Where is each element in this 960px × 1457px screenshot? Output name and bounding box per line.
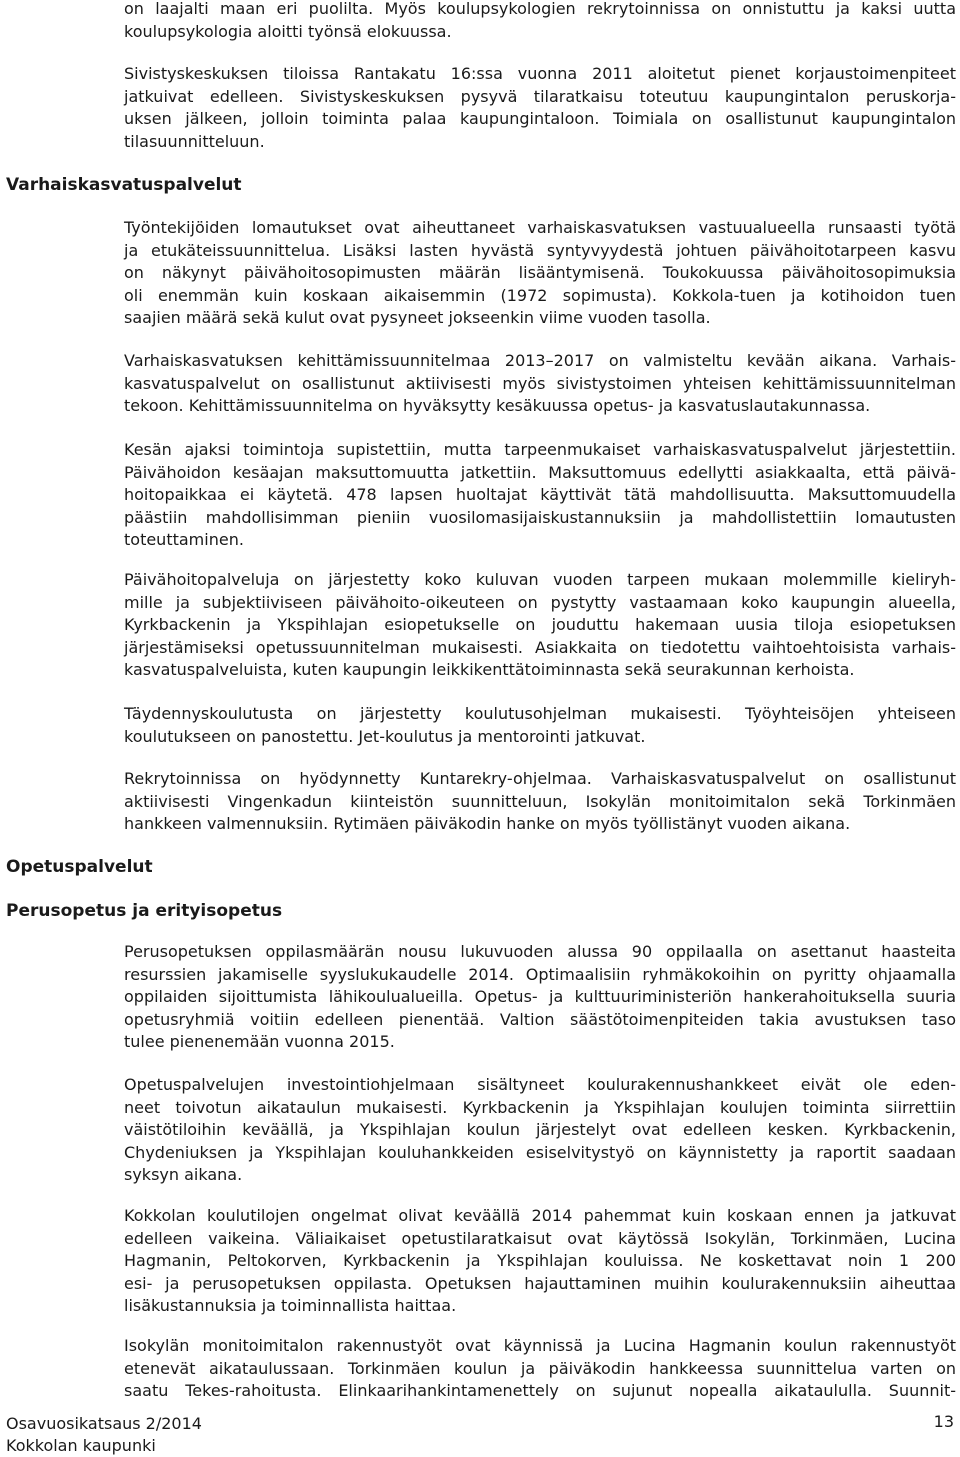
paragraph-line: ja etukäteissuunnittelua. Lisäksi lasten hyvästä syntyvyydestä johtuen päivähoitotarpeen kasvu (124, 240, 956, 260)
paragraph-line: saatu Tekes-rahoitusta. Elinkaarihankintamenettely on sujunut nopealla aikataululla. Suunnit- (124, 1381, 956, 1400)
heading-opetuspalvelut: Opetuspalvelut (6, 857, 153, 877)
paragraph-line: Sivistyskeskuksen tiloissa Rantakatu 16:ssa vuonna 2011 aloitetut pienet korjaustoimenpiteet (124, 64, 956, 83)
paragraph-line: Chydeniuksen ja Ykspihlajan kouluhankkeiden esiselvitystyö on käynnistetty ja raportit saadaan (124, 1142, 956, 1162)
paragraph (124, 1074, 956, 1187)
paragraph-line: Kokkolan koulutilojen ongelmat olivat keväällä 2014 pahemmat kuin koskaan ennen ja jatkuvat (124, 1206, 956, 1225)
paragraph (124, 0, 956, 43)
paragraph-line: esi- ja perusopetuksen oppilasta. Opetuksen hajauttaminen muihin koulurakennuksiin aiheuttaa (124, 1273, 956, 1293)
paragraph-line: oli enemmän kuin koskaan aikaisemmin (1972 sopimusta). Kokkola-tuen ja kotihoidon tuen (124, 285, 956, 305)
paragraph-line: Täydennyskoulutusta on järjestetty koulutusohjelman mukaisesti. Työyhteisöjen yhteiseen (124, 704, 956, 723)
paragraph-line: oppilaiden sijoittumista lähikoulualueilla. Opetus- ja kulttuuriministeriön hankerahoituksella suuria (124, 987, 956, 1006)
paragraph (124, 569, 956, 682)
paragraph-line: Hagmanin, Peltokorven, Kyrkbackenin ja Ykspihlajan kouluissa. Ne koskettavat noin 1 200 (124, 1251, 956, 1270)
paragraph-line: edelleen vaikeina. Väliaikaiset opetustilaratkaisut ovat käytössä Isokylän, Torkinmäen, Lucina (124, 1228, 956, 1248)
paragraph-line: Varhaiskasvatuksen kehittämissuunnitelmaa 2013–2017 on valmisteltu kevään aikana. Varhais- (124, 351, 956, 370)
paragraph-line: järjestämiseksi opetussuunnitelman mukaisesti. Asiakkaita on tiedotettu vaihtoehtoisista varhais- (124, 637, 956, 657)
paragraph-line: on näkynyt päivähoitosopimusten määrän lisääntymisenä. Toukokuussa päivähoitosopimuksia (124, 263, 956, 282)
paragraph (124, 1205, 956, 1318)
paragraph-line: mille ja subjektiiviseen päivähoito-oikeuteen on pystytty vastaamaan koko kaupungin alueella, (124, 592, 956, 612)
paragraph-line: Työntekijöiden lomautukset ovat aiheuttaneet varhaiskasvatuksen vastuualueella runsaasti työtä (124, 218, 956, 237)
paragraph-line: toteuttaminen. (124, 530, 244, 549)
paragraph-line: kasvatuspalvelut on osallistunut aktiivisesti myös sivistystoimen yhteisen kehittämissuunnitelman (124, 373, 956, 393)
footer-organization: Kokkolan kaupunki (6, 1436, 156, 1455)
paragraph-line: neet toivotun aikataulun mukaisesti. Kyrkbackenin ja Ykspihlajan koulujen toiminta siirrettiin (124, 1097, 956, 1117)
paragraph-line: etenevät aikataulussaan. Torkinmäen koulun ja päiväkodin hankkeessa suunnittelua varten on (124, 1358, 956, 1378)
paragraph-line: saajien määrä sekä kulut ovat pysyneet jokseenkin viime vuoden tasolla. (124, 308, 711, 327)
footer-publication: Osavuosikatsaus 2/2014 (6, 1414, 202, 1433)
paragraph (124, 217, 956, 330)
paragraph-line: Päivähoidon kesäajan maksuttomuutta jatkettiin. Maksuttomuus edellytti asiakkaalta, että päivä- (124, 462, 956, 482)
paragraph (124, 439, 956, 552)
paragraph-line: koulutukseen on panostettu. Jet-koulutus ja mentorointi jatkuvat. (124, 726, 646, 746)
heading-perusopetus-ja-erityisopetus: Perusopetus ja erityisopetus (6, 901, 283, 921)
paragraph-line: hoitopaikkaa ei käytetä. 478 lapsen huoltajat käyttivät tätä mahdollisuutta. Maksuttomuudella (124, 485, 956, 504)
paragraph (124, 941, 956, 1054)
paragraph-line: aktiivisesti Vingenkadun kiinteistön suunnitteluun, Isokylän monitoimitalon sekä Torkinmäen (124, 791, 956, 811)
paragraph-line: Kyrkbackenin ja Ykspihlajan esiopetukselle on jouduttu hakemaan uusia tiloja esiopetuksen (124, 615, 956, 634)
heading-varhaiskasvatuspalvelut: Varhaiskasvatuspalvelut (6, 175, 242, 195)
paragraph-line: uksen jälkeen, jolloin toiminta palaa kaupungintaloon. Toimiala on osallistunut kaupungintalon (124, 109, 956, 128)
paragraph (124, 1335, 956, 1403)
page-number: 13 (933, 1412, 954, 1431)
paragraph-line: hankkeen valmennuksiin. Rytimäen päiväkodin hanke on myös työllistänyt vuoden aikana. (124, 814, 851, 833)
paragraph (124, 63, 956, 153)
footer (6, 1413, 202, 1457)
paragraph-line: päästiin mahdollisimman pieniin vuosilomasijaiskustannuksiin ja mahdollistettiin lomautusten (124, 507, 956, 527)
paragraph-line: Kesän ajaksi toimintoja supistettiin, mutta tarpeenmukaiset varhaiskasvatuspalvelut järjestettiin. (124, 440, 956, 459)
paragraph-line: väistötiloihin keväällä, ja Ykspihlajan koulun järjestelyt ovat edelleen kesken. Kyrkbackenin, (124, 1120, 956, 1139)
paragraph-line: Rekrytoinnissa on hyödynnetty Kuntarekry-ohjelmaa. Varhaiskasvatuspalvelut on osallistunut (124, 769, 956, 788)
paragraph (124, 703, 956, 748)
paragraph-line: on laajalti maan eri puolilta. Myös koulupsykologien rekrytoinnissa on onnistuttu ja kaksi uutta (124, 0, 956, 18)
paragraph-line: tilasuunnitteluun. (124, 131, 265, 151)
paragraph-line: Päivähoitopalveluja on järjestetty koko kuluvan vuoden tarpeen mukaan molemmille kieliryh- (124, 570, 956, 589)
paragraph-line: resurssien jakamiselle syyslukukaudelle 2014. Optimaalisiin ryhmäkokoihin on pyritty ohjaamalla (124, 964, 956, 984)
paragraph-line: lisäkustannuksia ja toiminnallista haittaa. (124, 1296, 457, 1315)
paragraph-line: syksyn aikana. (124, 1165, 243, 1184)
paragraph-line: Opetuspalvelujen investointiohjelmaan sisältyneet koulurakennushankkeet eivät ole eden- (124, 1075, 956, 1094)
paragraph-line: koulupsykologia aloitti työnsä elokuussa. (124, 21, 452, 41)
paragraph-line: jatkuivat edelleen. Sivistyskeskuksen pysyvä tilaratkaisu toteutuu kaupungintalon peruskorja- (124, 86, 956, 106)
paragraph-line: tulee pienenemään vuonna 2015. (124, 1032, 395, 1051)
paragraph (124, 350, 956, 418)
paragraph (124, 768, 956, 836)
paragraph-line: opetusryhmiä voitiin edelleen pienentää. Valtion säästötoimenpiteiden takia avustuksen taso (124, 1009, 956, 1029)
paragraph-line: Perusopetuksen oppilasmäärän nousu lukuvuoden alussa 90 oppilaalla on asettanut haasteita (124, 942, 956, 961)
paragraph-line: kasvatuspalveluista, kuten kaupungin leikkikenttätoiminnasta sekä seurakunnan kerhoista. (124, 660, 855, 679)
paragraph-line: tekoon. Kehittämissuunnitelma on hyväksytty kesäkuussa opetus- ja kasvatuslautakunnassa. (124, 396, 871, 415)
paragraph-line: Isokylän monitoimitalon rakennustyöt ovat käynnissä ja Lucina Hagmanin koulun rakennustyöt (124, 1336, 956, 1355)
